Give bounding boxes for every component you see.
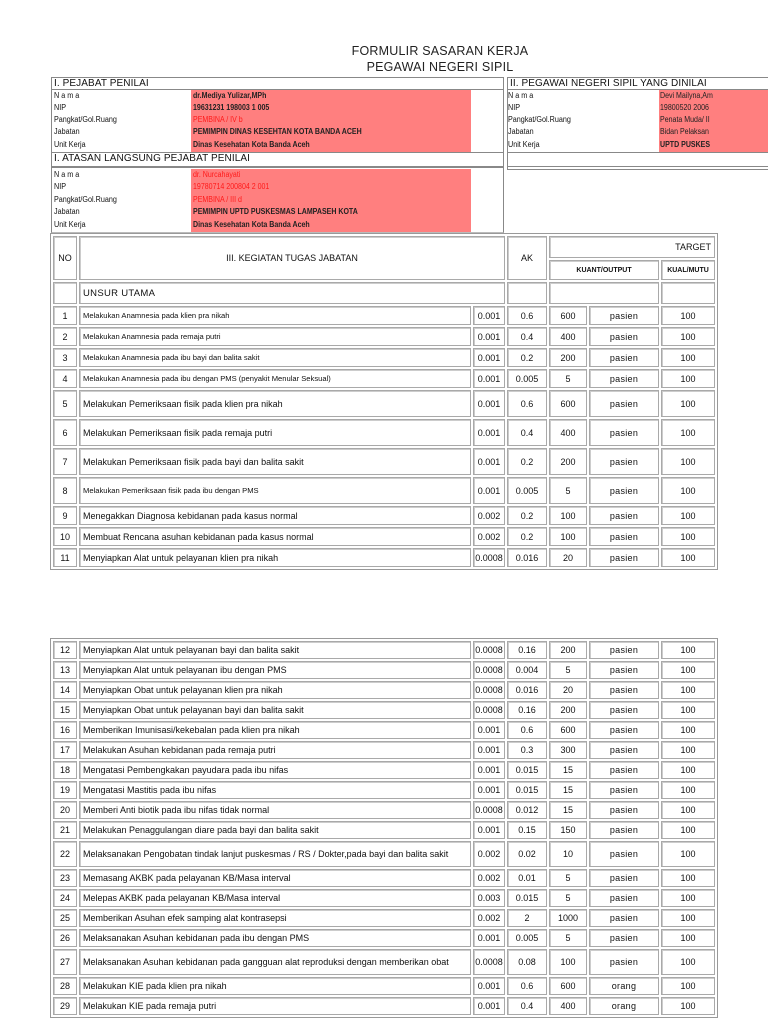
ak-total: 0.6 [507, 390, 547, 417]
target-unit: pasien [589, 821, 659, 839]
target-unit: pasien [589, 869, 659, 887]
activity-description: Memasang AKBK pada pelayanan KB/Masa interval [79, 869, 471, 887]
target-quantity: 200 [549, 641, 587, 659]
ak-total: 0.2 [507, 506, 547, 525]
target-quantity: 20 [549, 548, 587, 567]
target-unit: pasien [589, 348, 659, 367]
ak-total: 0.2 [507, 448, 547, 475]
table-row [53, 701, 715, 719]
target-quality: 100 [661, 721, 715, 739]
ak-per-unit: 0.001 [473, 721, 505, 739]
ak-total: 2 [507, 909, 547, 927]
target-unit: pasien [589, 369, 659, 388]
target-quantity: 150 [549, 821, 587, 839]
ak-per-unit: 0.001 [473, 419, 505, 446]
target-quality: 100 [661, 369, 715, 388]
target-quality: 100 [661, 701, 715, 719]
section-unsur-utama: UNSUR UTAMA [79, 282, 505, 304]
table-row [53, 977, 715, 995]
activity-description: Melakukan Anamnesia pada ibu bayi dan balita sakit [79, 348, 471, 367]
field-label: Pangkat/Gol.Ruang [54, 115, 117, 124]
atasan-heading: I. ATASAN LANGSUNG PEJABAT PENILAI [54, 153, 251, 164]
divider [52, 89, 503, 90]
row-number: 17 [53, 741, 77, 759]
target-quality: 100 [661, 548, 715, 567]
empty-cell [549, 282, 659, 304]
field-value: Devi Mailyna,Am [660, 91, 713, 100]
target-unit: pasien [589, 641, 659, 659]
row-number: 11 [53, 548, 77, 567]
table-row [53, 889, 715, 907]
field-label: NIP [508, 103, 521, 112]
target-unit: pasien [589, 390, 659, 417]
target-quality: 100 [661, 641, 715, 659]
target-quantity: 5 [549, 889, 587, 907]
header-kegiatan: III. KEGIATAN TUGAS JABATAN [79, 236, 505, 280]
target-quality: 100 [661, 306, 715, 325]
ak-total: 0.6 [507, 721, 547, 739]
target-quality: 100 [661, 661, 715, 679]
header-no: NO [53, 236, 77, 280]
activity-description: Melakukan Pemeriksaan fisik pada klien pra nikah [79, 390, 471, 417]
ak-per-unit: 0.001 [473, 390, 505, 417]
ak-total: 0.015 [507, 761, 547, 779]
ak-total: 0.6 [507, 306, 547, 325]
ak-total: 0.005 [507, 929, 547, 947]
ak-total: 0.16 [507, 701, 547, 719]
field-label: NIP [54, 103, 67, 112]
target-unit: pasien [589, 506, 659, 525]
target-unit: pasien [589, 419, 659, 446]
row-number: 3 [53, 348, 77, 367]
activity-description: Membuat Rencana asuhan kebidanan pada kasus normal [79, 527, 471, 546]
table-row [53, 641, 715, 659]
target-quantity: 300 [549, 741, 587, 759]
table-row [53, 949, 715, 975]
target-unit: pasien [589, 949, 659, 975]
field-value: dr. Nurcahayati [193, 170, 241, 179]
ak-per-unit: 0.001 [473, 997, 505, 1015]
header-kuant-output: KUANT/OUTPUT [549, 260, 659, 280]
table-row [53, 327, 715, 346]
ak-per-unit: 0.0008 [473, 801, 505, 819]
activity-description: Melakukan Asuhan kebidanan pada remaja putri [79, 741, 471, 759]
table-row [53, 348, 715, 367]
target-unit: pasien [589, 741, 659, 759]
row-number: 8 [53, 477, 77, 504]
row-number: 6 [53, 419, 77, 446]
ak-total: 0.16 [507, 641, 547, 659]
row-number: 22 [53, 841, 77, 867]
table-row [53, 821, 715, 839]
target-quality: 100 [661, 909, 715, 927]
target-quality: 100 [661, 997, 715, 1015]
ak-per-unit: 0.0008 [473, 949, 505, 975]
ak-per-unit: 0.0008 [473, 548, 505, 567]
ak-total: 0.2 [507, 348, 547, 367]
target-quantity: 100 [549, 506, 587, 525]
activity-description: Melepas AKBK pada pelayanan KB/Masa interval [79, 889, 471, 907]
target-unit: orang [589, 997, 659, 1015]
target-quality: 100 [661, 741, 715, 759]
target-quality: 100 [661, 761, 715, 779]
table-row [53, 548, 715, 567]
target-quantity: 15 [549, 781, 587, 799]
target-quantity: 400 [549, 997, 587, 1015]
target-unit: pasien [589, 929, 659, 947]
field-value: PEMIMPIN DINAS KESEHTAN KOTA BANDA ACEH [193, 127, 362, 136]
field-label: Pangkat/Gol.Ruang [54, 195, 117, 204]
ak-total: 0.015 [507, 781, 547, 799]
target-unit: pasien [589, 527, 659, 546]
atasan-empty-box [507, 152, 768, 167]
row-number: 25 [53, 909, 77, 927]
table-row [53, 929, 715, 947]
table-row [53, 419, 715, 446]
table-row [53, 448, 715, 475]
table-row [53, 761, 715, 779]
field-label: NIP [54, 182, 67, 191]
table-row [53, 477, 715, 504]
target-quality: 100 [661, 419, 715, 446]
table-row [53, 869, 715, 887]
field-label: Jabatan [54, 127, 80, 136]
activity-description: Melaksanakan Asuhan kebidanan pada gangguan alat reproduksi dengan memberikan obat [79, 949, 471, 975]
target-quality: 100 [661, 477, 715, 504]
target-quantity: 200 [549, 701, 587, 719]
target-quantity: 10 [549, 841, 587, 867]
activity-description: Melakukan Pemeriksaan fisik pada ibu dengan PMS [79, 477, 471, 504]
target-quality: 100 [661, 889, 715, 907]
target-quality: 100 [661, 841, 715, 867]
form-subtitle: PEGAWAI NEGERI SIPIL [366, 60, 514, 74]
kegiatan-table [50, 233, 718, 570]
activity-description: Memberi Anti biotik pada ibu nifas tidak normal [79, 801, 471, 819]
target-quantity: 400 [549, 327, 587, 346]
ak-total: 0.4 [507, 419, 547, 446]
field-value: dr.Mediya Yulizar,MPh [193, 91, 267, 100]
pns-dinilai-heading: II. PEGAWAI NEGERI SIPIL YANG DINILAI [510, 78, 707, 89]
target-quantity: 5 [549, 661, 587, 679]
row-number: 28 [53, 977, 77, 995]
target-unit: pasien [589, 701, 659, 719]
target-quality: 100 [661, 348, 715, 367]
target-unit: pasien [589, 327, 659, 346]
field-label: Unit Kerja [508, 140, 540, 149]
ak-per-unit: 0.001 [473, 821, 505, 839]
field-value: Bidan Pelaksan [660, 127, 709, 136]
field-label: Unit Kerja [54, 220, 86, 229]
ak-total: 0.012 [507, 801, 547, 819]
target-quality: 100 [661, 821, 715, 839]
ak-per-unit: 0.001 [473, 741, 505, 759]
ak-per-unit: 0.001 [473, 369, 505, 388]
ak-per-unit: 0.001 [473, 306, 505, 325]
row-number: 2 [53, 327, 77, 346]
ak-per-unit: 0.001 [473, 477, 505, 504]
target-quantity: 5 [549, 929, 587, 947]
activity-description: Melakukan KIE pada klien pra nikah [79, 977, 471, 995]
target-quantity: 600 [549, 721, 587, 739]
ak-per-unit: 0.0008 [473, 701, 505, 719]
target-unit: pasien [589, 721, 659, 739]
pejabat-penilai-heading: I. PEJABAT PENILAI [54, 78, 149, 89]
row-number: 29 [53, 997, 77, 1015]
ak-total: 0.015 [507, 889, 547, 907]
target-quality: 100 [661, 929, 715, 947]
ak-total: 0.01 [507, 869, 547, 887]
field-value: PEMBINA / III d [193, 195, 242, 204]
activity-description: Melakukan Penaggulangan diare pada bayi dan balita sakit [79, 821, 471, 839]
field-value: Dinas Kesehatan Kota Banda Aceh [193, 220, 310, 229]
target-quality: 100 [661, 448, 715, 475]
ak-per-unit: 0.001 [473, 977, 505, 995]
target-unit: pasien [589, 477, 659, 504]
empty-cell [507, 282, 547, 304]
target-unit: pasien [589, 781, 659, 799]
ak-total: 0.005 [507, 477, 547, 504]
header-ak: AK [507, 236, 547, 280]
ak-per-unit: 0.002 [473, 527, 505, 546]
table-row [53, 306, 715, 325]
empty-cell [661, 282, 715, 304]
ak-per-unit: 0.002 [473, 909, 505, 927]
ak-total: 0.005 [507, 369, 547, 388]
ak-per-unit: 0.002 [473, 841, 505, 867]
table-row [53, 801, 715, 819]
ak-total: 0.08 [507, 949, 547, 975]
target-quality: 100 [661, 681, 715, 699]
activity-description: Melakukan KIE pada remaja putri [79, 997, 471, 1015]
field-value: PEMIMPIN UPTD PUSKESMAS LAMPASEH KOTA [193, 207, 358, 216]
field-label: N a m a [508, 91, 534, 100]
field-value: Dinas Kesehatan Kota Banda Aceh [193, 140, 310, 149]
header-target: TARGET [549, 236, 715, 258]
table-row [53, 841, 715, 867]
ak-total: 0.004 [507, 661, 547, 679]
row-number: 18 [53, 761, 77, 779]
row-number: 14 [53, 681, 77, 699]
target-unit: pasien [589, 761, 659, 779]
activity-description: Menyiapkan Alat untuk pelayanan ibu dengan PMS [79, 661, 471, 679]
target-quantity: 100 [549, 949, 587, 975]
target-quality: 100 [661, 390, 715, 417]
ak-per-unit: 0.001 [473, 929, 505, 947]
row-number: 10 [53, 527, 77, 546]
section-row [53, 282, 715, 304]
table-row [53, 527, 715, 546]
activity-description: Melaksanakan Asuhan kebidanan pada ibu dengan PMS [79, 929, 471, 947]
ak-per-unit: 0.001 [473, 327, 505, 346]
empty-cell [53, 282, 77, 304]
field-label: Jabatan [54, 207, 80, 216]
table-row [53, 781, 715, 799]
ak-per-unit: 0.003 [473, 889, 505, 907]
target-quantity: 15 [549, 801, 587, 819]
ak-per-unit: 0.001 [473, 781, 505, 799]
target-quantity: 1000 [549, 909, 587, 927]
activity-description: Menyiapkan Alat untuk pelayanan bayi dan balita sakit [79, 641, 471, 659]
ak-total: 0.15 [507, 821, 547, 839]
field-value: PEMBINA / IV b [193, 115, 243, 124]
field-value: 19631231 198003 1 005 [193, 103, 270, 112]
target-unit: pasien [589, 889, 659, 907]
ak-total: 0.016 [507, 681, 547, 699]
target-quantity: 5 [549, 869, 587, 887]
row-number: 24 [53, 889, 77, 907]
row-number: 15 [53, 701, 77, 719]
table-row [53, 741, 715, 759]
target-unit: pasien [589, 681, 659, 699]
field-label: Unit Kerja [54, 140, 86, 149]
header-row [53, 236, 715, 258]
field-label: N a m a [54, 91, 80, 100]
row-number: 7 [53, 448, 77, 475]
row-number: 21 [53, 821, 77, 839]
row-number: 26 [53, 929, 77, 947]
row-number: 1 [53, 306, 77, 325]
ak-per-unit: 0.001 [473, 348, 505, 367]
row-number: 9 [53, 506, 77, 525]
row-number: 12 [53, 641, 77, 659]
activity-description: Menegakkan Diagnosa kebidanan pada kasus normal [79, 506, 471, 525]
row-number: 23 [53, 869, 77, 887]
field-value: 19800520 2006 [660, 103, 709, 112]
row-number: 27 [53, 949, 77, 975]
field-value: 19780714 200804 2 001 [193, 182, 270, 191]
ak-total: 0.6 [507, 977, 547, 995]
row-number: 20 [53, 801, 77, 819]
target-unit: pasien [589, 306, 659, 325]
target-quantity: 400 [549, 419, 587, 446]
table-row [53, 506, 715, 525]
target-quantity: 600 [549, 390, 587, 417]
table-row [53, 681, 715, 699]
header-kual-mutu: KUAL/MUTU [661, 260, 715, 280]
activity-description: Menyiapkan Obat untuk pelayanan klien pra nikah [79, 681, 471, 699]
activity-description: Melakukan Pemeriksaan fisik pada bayi dan balita sakit [79, 448, 471, 475]
field-value: UPTD PUSKES [660, 140, 711, 149]
activity-description: Melakukan Pemeriksaan fisik pada remaja putri [79, 419, 471, 446]
target-quantity: 15 [549, 761, 587, 779]
table-row [53, 721, 715, 739]
activity-description: Melakukan Anamnesia pada remaja putri [79, 327, 471, 346]
target-unit: orang [589, 977, 659, 995]
activity-description: Melaksanakan Pengobatan tindak lanjut puskesmas / RS / Dokter,pada bayi dan balita sakit [79, 841, 471, 867]
target-quality: 100 [661, 801, 715, 819]
activity-description: Menyiapkan Alat untuk pelayanan klien pra nikah [79, 548, 471, 567]
target-quantity: 20 [549, 681, 587, 699]
row-number: 16 [53, 721, 77, 739]
ak-per-unit: 0.002 [473, 506, 505, 525]
field-value: Penata Muda/ II [660, 115, 710, 124]
ak-per-unit: 0.0008 [473, 681, 505, 699]
target-unit: pasien [589, 448, 659, 475]
row-number: 19 [53, 781, 77, 799]
kegiatan-table-continued [50, 638, 718, 1018]
table-row [53, 909, 715, 927]
row-number: 13 [53, 661, 77, 679]
activity-description: Menyiapkan Obat untuk pelayanan bayi dan balita sakit [79, 701, 471, 719]
target-quantity: 200 [549, 448, 587, 475]
target-quality: 100 [661, 977, 715, 995]
activity-description: Memberikan Imunisasi/kekebalan pada klien pra nikah [79, 721, 471, 739]
field-label: N a m a [54, 170, 80, 179]
target-unit: pasien [589, 661, 659, 679]
target-quantity: 5 [549, 477, 587, 504]
target-unit: pasien [589, 801, 659, 819]
target-quantity: 100 [549, 527, 587, 546]
ak-total: 0.02 [507, 841, 547, 867]
target-unit: pasien [589, 841, 659, 867]
activity-description: Memberikan Asuhan efek samping alat kontrasepsi [79, 909, 471, 927]
ak-per-unit: 0.0008 [473, 641, 505, 659]
target-unit: pasien [589, 548, 659, 567]
target-quantity: 600 [549, 306, 587, 325]
ak-total: 0.4 [507, 997, 547, 1015]
table-row [53, 997, 715, 1015]
ak-total: 0.016 [507, 548, 547, 567]
target-quality: 100 [661, 781, 715, 799]
divider [508, 89, 768, 90]
target-quantity: 200 [549, 348, 587, 367]
target-quantity: 5 [549, 369, 587, 388]
activity-description: Melakukan Anamnesia pada ibu dengan PMS (penyakit Menular Seksual) [79, 369, 471, 388]
ak-total: 0.2 [507, 527, 547, 546]
ak-per-unit: 0.001 [473, 761, 505, 779]
target-quality: 100 [661, 327, 715, 346]
ak-per-unit: 0.0008 [473, 661, 505, 679]
activity-description: Mengatasi Mastitis pada ibu nifas [79, 781, 471, 799]
row-number: 4 [53, 369, 77, 388]
target-quality: 100 [661, 506, 715, 525]
row-number: 5 [53, 390, 77, 417]
ak-total: 0.3 [507, 741, 547, 759]
field-label: Pangkat/Gol.Ruang [508, 115, 571, 124]
target-quantity: 600 [549, 977, 587, 995]
form-title: FORMULIR SASARAN KERJA [351, 44, 529, 58]
activity-description: Melakukan Anamnesia pada klien pra nikah [79, 306, 471, 325]
target-unit: pasien [589, 909, 659, 927]
field-label: Jabatan [508, 127, 534, 136]
activity-description: Mengatasi Pembengkakan payudara pada ibu nifas [79, 761, 471, 779]
table-row [53, 390, 715, 417]
ak-total: 0.4 [507, 327, 547, 346]
table-row [53, 369, 715, 388]
target-quality: 100 [661, 869, 715, 887]
target-quality: 100 [661, 949, 715, 975]
ak-per-unit: 0.001 [473, 448, 505, 475]
ak-per-unit: 0.002 [473, 869, 505, 887]
target-quality: 100 [661, 527, 715, 546]
table-row [53, 661, 715, 679]
